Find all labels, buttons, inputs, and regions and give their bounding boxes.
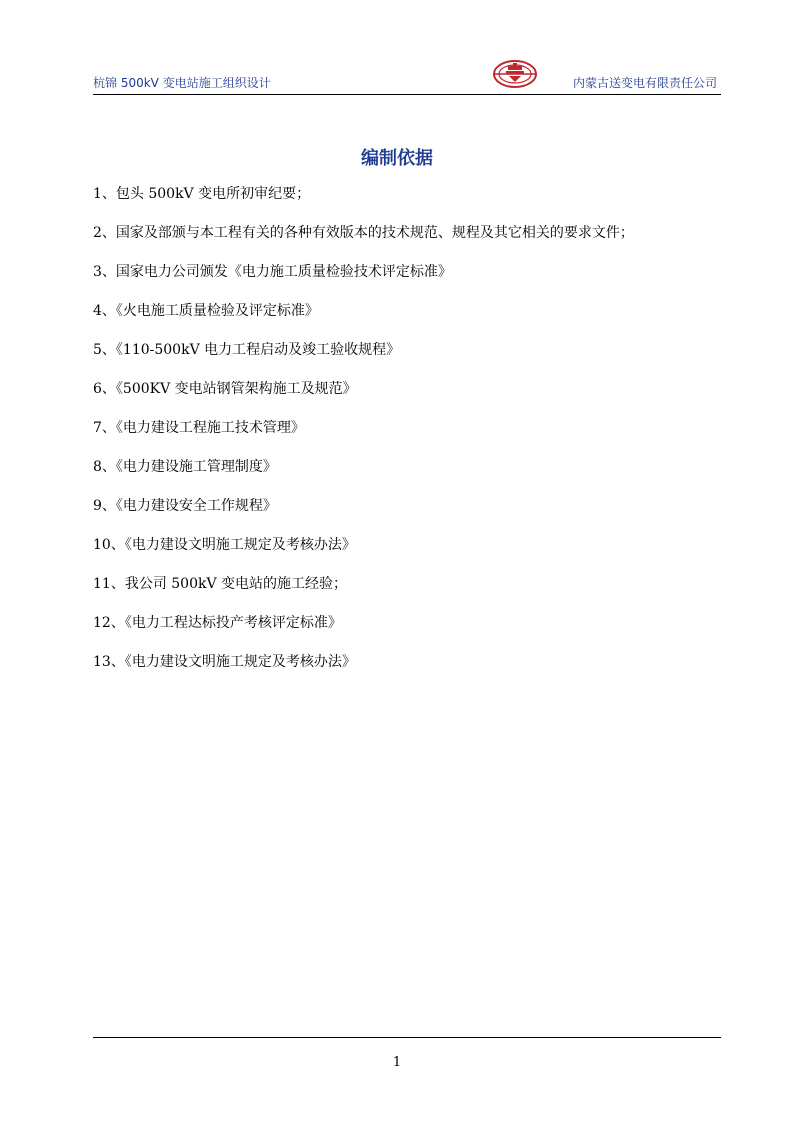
list-item: 2、国家及部颁与本工程有关的各种有效版本的技术规范、规程及其它相关的要求文件； [93,225,634,241]
header-company-name: 内蒙古送变电有限责任公司 [572,76,717,90]
list-item: 11、我公司 500kV 变电站的施工经验； [93,576,348,592]
list-item: 4、《火电施工质量检验及评定标准》 [93,303,319,319]
page-title: 编制依据 [361,148,433,169]
list-item: 9、《电力建设安全工作规程》 [93,498,277,514]
list-item: 5、《110-500kV 电力工程启动及竣工验收规程》 [93,342,401,358]
list-item: 6、《500KV 变电站钢管架构施工及规范》 [93,381,357,397]
list-item: 3、国家电力公司颁发《电力施工质量检验技术评定标准》 [93,264,452,280]
list-item: 7、《电力建设工程施工技术管理》 [93,420,305,436]
list-item: 10、《电力建设文明施工规定及考核办法》 [93,537,356,553]
company-seal-logo-icon [491,58,539,90]
page-header [93,56,721,95]
list-item: 12、《电力工程达标投产考核评定标准》 [93,615,342,631]
footer-divider [93,1037,721,1038]
page-number: 1 [392,1055,402,1070]
list-item: 1、包头 500kV 变电所初审纪要； [93,186,311,202]
header-document-title: 杭锦 500kV 变电站施工组织设计 [93,76,271,90]
list-item: 8、《电力建设施工管理制度》 [93,459,277,475]
list-item: 13、《电力建设文明施工规定及考核办法》 [93,654,356,670]
basis-list [93,181,733,688]
